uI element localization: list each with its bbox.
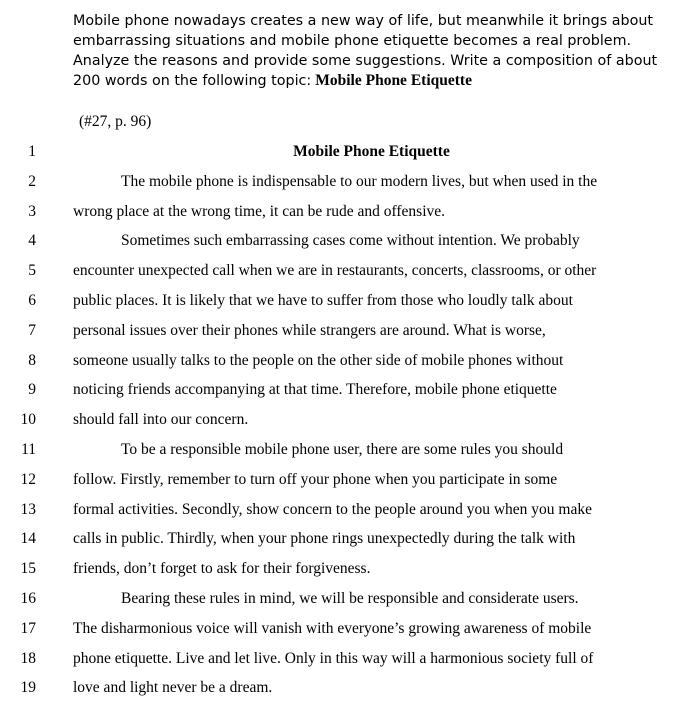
line-number: 5: [28, 262, 36, 280]
essay-text: Sometimes such embarrassing cases come without intention. We probably: [121, 232, 580, 250]
essay-text: To be a responsible mobile phone user, there are some rules you should: [121, 440, 564, 458]
essay-line: [0, 585, 684, 615]
writing-prompt: [73, 11, 673, 91]
line-number: 19: [20, 679, 36, 697]
line-number: 10: [20, 411, 36, 429]
line-number: 7: [28, 321, 36, 339]
line-number: 8: [28, 351, 36, 369]
essay-line: [0, 436, 684, 466]
line-number: 12: [20, 470, 36, 488]
essay-line: [0, 615, 684, 645]
essay-text: The mobile phone is indispensable to our modern lives, but when used in the: [121, 172, 598, 190]
essay: [0, 138, 684, 704]
essay-line: [0, 525, 684, 555]
essay-text: noticing friends accompanying at that time. Therefore, mobile phone etiquette: [73, 381, 557, 399]
essay-text: encounter unexpected call when we are in restaurants, concerts, classrooms, or other: [73, 262, 597, 280]
essay-line: [0, 287, 684, 317]
essay-text: Bearing these rules in mind, we will be responsible and considerate users.: [121, 589, 579, 607]
essay-text: public places. It is likely that we have to suffer from those who loudly talk about: [73, 291, 573, 309]
essay-line: [0, 257, 684, 287]
line-number: 1: [28, 143, 36, 160]
essay-text: calls in public. Thirdly, when your phone rings unexpectedly during the talk with: [73, 530, 576, 548]
prompt-line: [73, 71, 673, 91]
essay-line: [0, 138, 684, 168]
line-number: 15: [20, 560, 36, 578]
essay-text: formal activities. Secondly, show concern to the people around you when you make: [73, 500, 592, 518]
prompt-line: Mobile phone nowadays creates a new way of life, but meanwhile it brings about: [73, 13, 654, 29]
line-number: 9: [28, 381, 36, 399]
essay-text: personal issues over their phones while strangers are around. What is worse,: [73, 321, 546, 339]
essay-line: [0, 347, 684, 377]
essay-text: The disharmonious voice will vanish with everyone’s growing awareness of mobile: [73, 619, 592, 637]
line-number: 4: [28, 232, 36, 250]
essay-title: Mobile Phone Etiquette: [293, 143, 450, 160]
essay-text: love and light never be a dream.: [73, 679, 273, 697]
essay-line: [0, 466, 684, 496]
line-number: 17: [20, 619, 36, 637]
essay-text: someone usually talks to the people on the other side of mobile phones without: [73, 351, 564, 369]
line-number: 16: [20, 589, 36, 607]
essay-line: [0, 674, 684, 704]
line-number: 6: [28, 291, 36, 309]
essay-line: [0, 496, 684, 526]
prompt-topic: Mobile Phone Etiquette: [315, 72, 472, 89]
prompt-line: Analyze the reasons and provide some suggestions. Write a composition of about: [73, 53, 658, 69]
line-number: 14: [20, 530, 36, 548]
line-number: 2: [28, 172, 36, 190]
line-number: 13: [20, 500, 36, 518]
essay-line: [0, 227, 684, 257]
essay-line: [0, 645, 684, 675]
essay-line: [0, 168, 684, 198]
essay-text: phone etiquette. Live and let live. Only in this way will a harmonious society full of: [73, 649, 594, 667]
prompt-line: embarrassing situations and mobile phone etiquette becomes a real problem.: [73, 33, 632, 49]
source-reference: (#27, p. 96): [79, 113, 152, 130]
line-number: 3: [28, 202, 36, 220]
essay-line: [0, 555, 684, 585]
essay-line: [0, 376, 684, 406]
essay-text: should fall into our concern.: [73, 411, 249, 429]
essay-line: [0, 406, 684, 436]
prompt-line-text: 200 words on the following topic:: [73, 73, 312, 89]
essay-line: [0, 198, 684, 228]
line-number: 18: [20, 649, 36, 667]
essay-text: wrong place at the wrong time, it can be rude and offensive.: [73, 202, 446, 220]
essay-text: friends, don’t forget to ask for their forgiveness.: [73, 560, 371, 578]
essay-line: [0, 317, 684, 347]
line-number: 11: [21, 440, 36, 458]
essay-text: follow. Firstly, remember to turn off your phone when you participate in some: [73, 470, 558, 488]
